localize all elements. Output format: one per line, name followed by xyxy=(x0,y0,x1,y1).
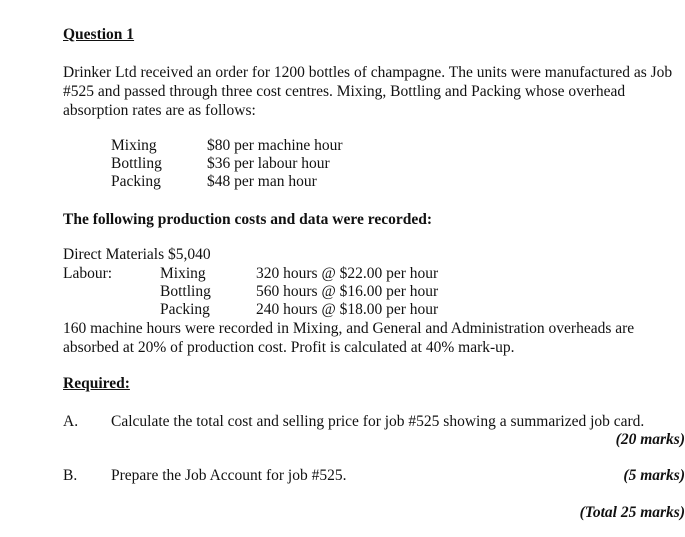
task-a-marks: (20 marks) xyxy=(615,431,685,448)
task-b-marks: (5 marks) xyxy=(623,467,685,484)
overhead-rate-bottling: $36 per labour hour xyxy=(207,155,330,172)
overhead-centre-packing: Packing xyxy=(111,173,161,190)
required-heading: Required: xyxy=(63,375,130,392)
task-a-letter: A. xyxy=(63,413,79,430)
notes-paragraph: 160 machine hours were recorded in Mixing, and General and Administration overheads are absorbed at 20% of production cost. Profit is calculated at 40% mark-up. xyxy=(63,320,635,356)
total-marks: (Total 25 marks) xyxy=(579,504,685,521)
task-b-text: Prepare the Job Account for job #525. xyxy=(111,467,347,484)
overhead-rate-mixing: $80 per machine hour xyxy=(207,137,343,154)
labour-centre-mixing: Mixing xyxy=(160,265,206,282)
overhead-rate-packing: $48 per man hour xyxy=(207,173,317,190)
overhead-centre-bottling: Bottling xyxy=(111,155,162,172)
direct-materials: Direct Materials $5,040 xyxy=(63,246,211,263)
question-title: Question 1 xyxy=(63,26,135,43)
task-b-letter: B. xyxy=(63,467,78,484)
labour-detail-mixing: 320 hours @ $22.00 per hour xyxy=(256,265,439,282)
labour-detail-bottling: 560 hours @ $16.00 per hour xyxy=(256,283,439,300)
labour-centre-bottling: Bottling xyxy=(160,283,211,300)
intro-paragraph: Drinker Ltd received an order for 1200 bottles of champagne. The units were manufactured as Job #525 and passed through three cost centres. Mixing, Bottling and Packing whose overhead absorption rates are as follows: xyxy=(63,64,673,119)
labour-centre-packing: Packing xyxy=(160,301,210,318)
labour-label: Labour: xyxy=(63,265,113,282)
labour-detail-packing: 240 hours @ $18.00 per hour xyxy=(256,301,439,318)
overhead-centre-mixing: Mixing xyxy=(111,137,157,154)
task-a-text: Calculate the total cost and selling price for job #525 showing a summarized job card. xyxy=(111,413,645,430)
costs-heading: The following production costs and data were recorded: xyxy=(63,211,432,228)
